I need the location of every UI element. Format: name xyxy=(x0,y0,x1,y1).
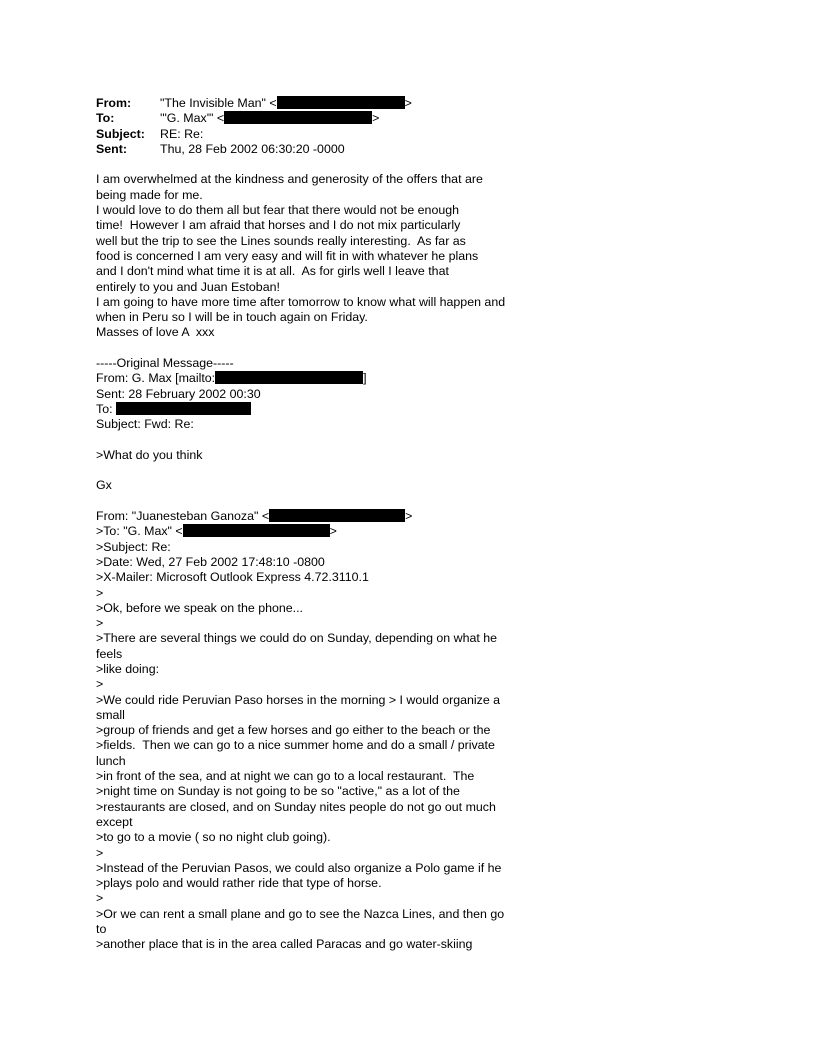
original-message-divider: -----Original Message----- xyxy=(96,356,234,371)
header-sent-row xyxy=(96,142,556,157)
original-subject-line: Subject: Fwd: Re: xyxy=(96,417,194,432)
redaction-bar xyxy=(215,371,363,384)
quoted-date-line: >Date: Wed, 27 Feb 2002 17:48:10 -0800 xyxy=(96,554,325,569)
quoted-line: >to go to a movie ( so no night club going). xyxy=(96,830,331,845)
quoted-to-close: > xyxy=(329,524,337,539)
redaction-bar xyxy=(269,509,405,522)
to-close: > xyxy=(372,111,380,126)
quoted-body xyxy=(96,586,556,953)
to-value xyxy=(160,111,379,126)
body-line: being made for me. xyxy=(96,187,203,202)
redaction-bar xyxy=(116,402,251,415)
email-document xyxy=(96,96,556,953)
quoted-line: >We could ride Peruvian Paso horses in the morning > I would organize a xyxy=(96,692,501,707)
redaction-bar xyxy=(277,96,405,109)
original-sent-line: Sent: 28 February 2002 00:30 xyxy=(96,386,261,401)
quoted-line: small xyxy=(96,707,125,722)
original-to-line xyxy=(96,402,556,417)
quoted-subject-line: >Subject: Re: xyxy=(96,539,171,554)
quoted-line: lunch xyxy=(96,753,126,768)
quoted-to-text: >To: "G. Max" < xyxy=(96,524,183,539)
original-to-text: To: xyxy=(96,401,116,416)
body-line: Masses of love A xxx xyxy=(96,325,215,340)
header-from-row xyxy=(96,96,556,111)
message-body xyxy=(96,172,556,340)
body-line: and I don't mind what time it is at all. As for girls well I leave that xyxy=(96,264,449,279)
quoted-line: >Ok, before we speak on the phone... xyxy=(96,600,303,615)
redaction-bar xyxy=(183,524,330,537)
forward-signature: Gx xyxy=(96,478,112,493)
subject-value: RE: Re: xyxy=(160,126,204,141)
redaction-bar xyxy=(224,111,372,124)
from-name: "The Invisible Man" < xyxy=(160,96,277,110)
to-name: '"G. Max'" < xyxy=(160,111,225,126)
quoted-line: >There are several things we could do on Sunday, depending on what he xyxy=(96,631,498,646)
body-line: I am overwhelmed at the kindness and generosity of the offers that are xyxy=(96,172,483,187)
subject-label: Subject: xyxy=(96,126,145,141)
body-line: entirely to you and Juan Estoban! xyxy=(96,279,280,294)
from-value xyxy=(160,96,412,111)
quoted-line: >Or we can rent a small plane and go to see the Nazca Lines, and then go xyxy=(96,906,505,921)
quoted-line: >in front of the sea, and at night we can go to a local restaurant. The xyxy=(96,769,475,784)
from-close: > xyxy=(404,96,412,110)
body-line: I am going to have more time after tomorrow to know what will happen and xyxy=(96,294,506,309)
email-header xyxy=(96,96,556,157)
quoted-line: >night time on Sunday is not going to be so "active," as a lot of the xyxy=(96,784,460,799)
quoted-line: >another place that is in the area called Paracas and go water-skiing xyxy=(96,937,473,952)
quoted-line: >plays polo and would rather ride that type of horse. xyxy=(96,876,382,891)
body-line: well but the trip to see the Lines sounds really interesting. As far as xyxy=(96,233,466,248)
quoted-line: > xyxy=(96,585,104,600)
quoted-line: >fields. Then we can go to a nice summer home and do a small / private xyxy=(96,738,495,753)
sent-value: Thu, 28 Feb 2002 06:30:20 -0000 xyxy=(160,141,345,156)
quoted-line: except xyxy=(96,814,133,829)
body-line: food is concerned I am very easy and will fit in with whatever he plans xyxy=(96,248,479,263)
body-line: when in Peru so I will be in touch again on Friday. xyxy=(96,310,368,325)
original-from-close: ] xyxy=(363,371,367,386)
header-subject-row xyxy=(96,127,556,142)
quoted-to-line xyxy=(96,524,556,539)
quoted-line: >Instead of the Peruvian Pasos, we could also organize a Polo game if he xyxy=(96,860,502,875)
quoted-line: >like doing: xyxy=(96,661,160,676)
quoted-line: > xyxy=(96,891,104,906)
quoted-line: > xyxy=(96,616,104,631)
quoted-line: >restaurants are closed, and on Sunday nites people do not go out much xyxy=(96,799,496,814)
original-from-line xyxy=(96,371,556,386)
original-message-header xyxy=(96,356,556,432)
quoted-from-text: From: "Juanesteban Ganoza" < xyxy=(96,509,270,524)
quoted-mailer-line: >X-Mailer: Microsoft Outlook Express 4.72.3110.1 xyxy=(96,570,369,585)
body-line: I would love to do them all but fear that there would not be enough xyxy=(96,203,460,218)
to-label: To: xyxy=(96,111,115,126)
sent-label: Sent: xyxy=(96,141,127,156)
original-from-text: From: G. Max [mailto: xyxy=(96,371,216,386)
quoted-line: feels xyxy=(96,646,123,661)
quoted-line: to xyxy=(96,922,107,937)
from-label: From: xyxy=(96,96,132,110)
header-to-row xyxy=(96,111,556,126)
quoted-line: > xyxy=(96,677,104,692)
quoted-message-header xyxy=(96,509,556,585)
forward-question: >What do you think xyxy=(96,447,203,462)
quoted-line: >group of friends and get a few horses and go either to the beach or the xyxy=(96,723,491,738)
quoted-line: > xyxy=(96,845,104,860)
quoted-from-close: > xyxy=(405,509,413,524)
quoted-from-line xyxy=(96,509,556,524)
body-line: time! However I am afraid that horses and I do not mix particularly xyxy=(96,218,461,233)
